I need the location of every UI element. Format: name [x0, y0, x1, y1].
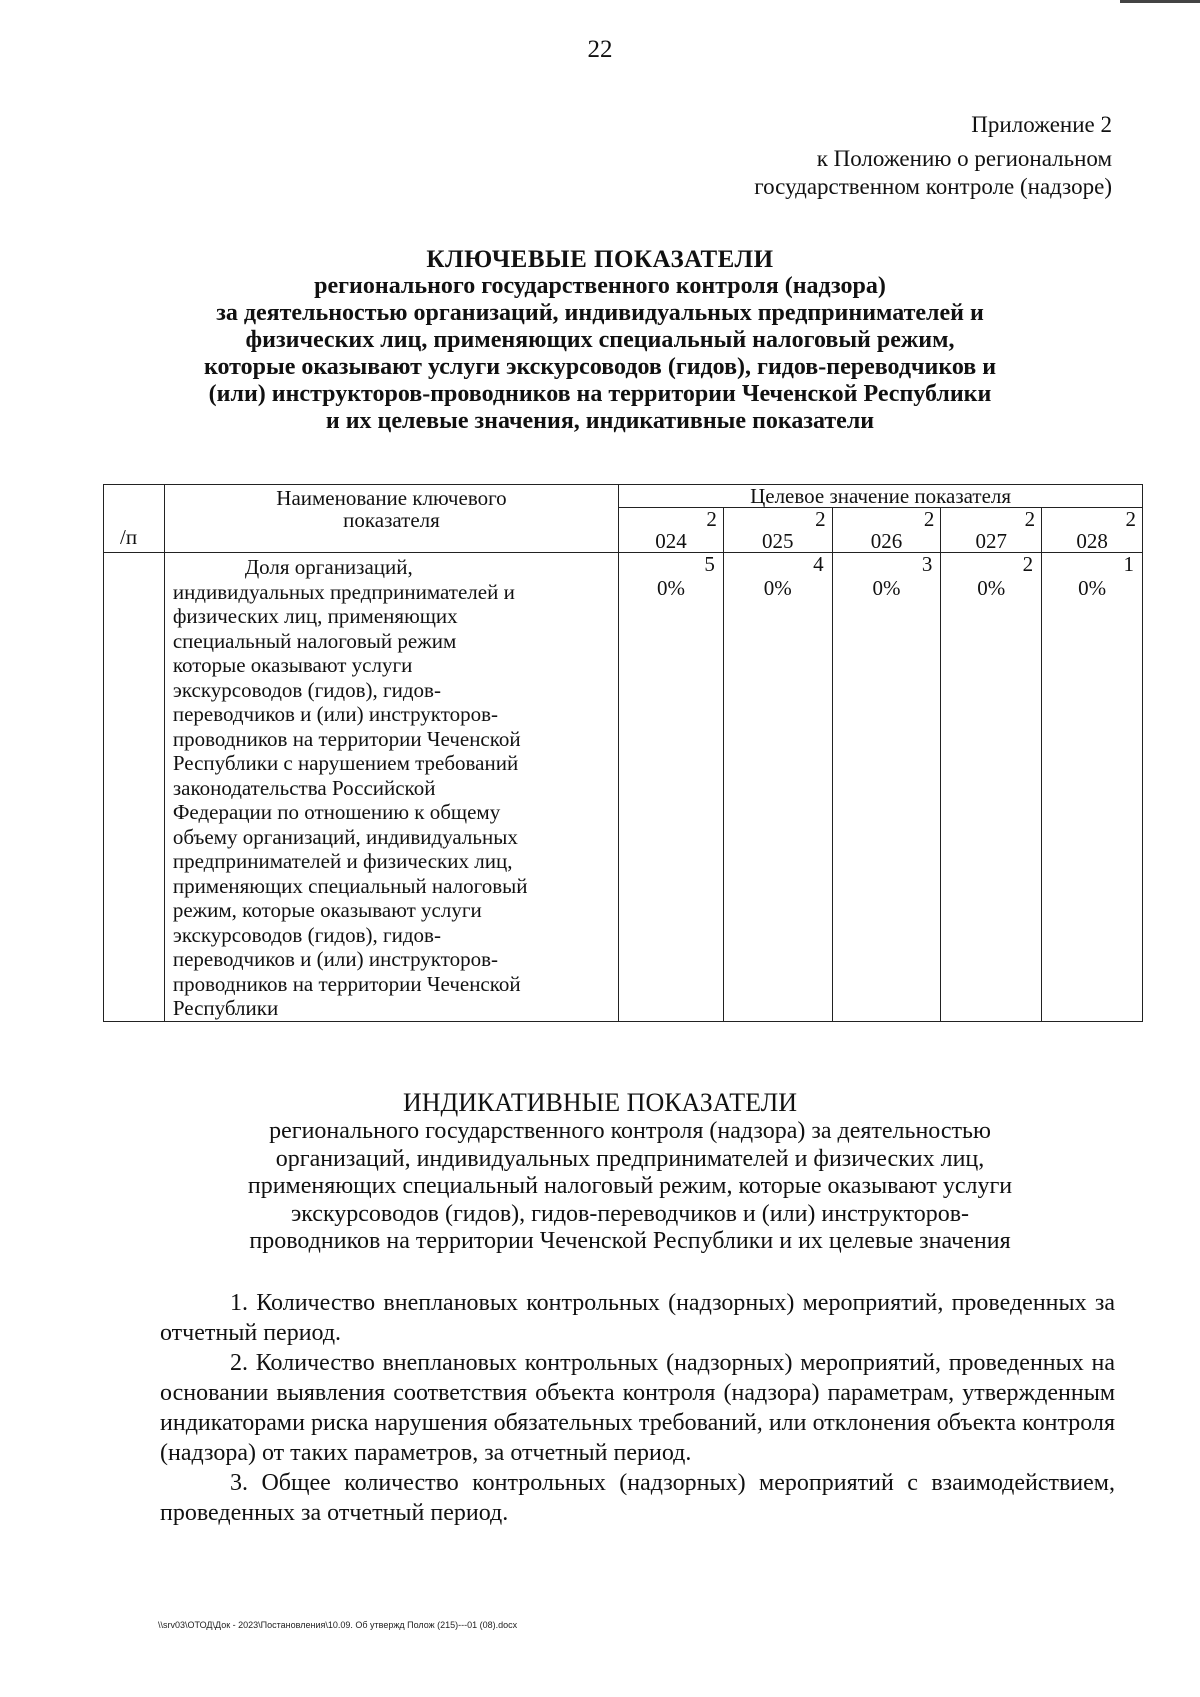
year-digit: 2 — [1024, 507, 1036, 531]
appendix-line-1: к Положению о региональном — [816, 146, 1112, 171]
indicative-subtitle-line: организаций, индивидуальных предпринимателей и физических лиц, — [275, 1145, 985, 1172]
table-header-row — [104, 485, 1143, 508]
indicator-name-line: законодательства Российской — [172, 775, 436, 800]
row-number-cell — [104, 553, 165, 1022]
indicator-name-line: специальный налоговый режим — [172, 628, 457, 653]
target-header-cell — [619, 485, 1143, 508]
value-cell — [619, 553, 724, 1022]
year-rest: 024 — [655, 529, 687, 553]
value-rest: 0% — [657, 576, 686, 600]
list-item: 1. Количество внеплановых контрольных (надзорных) мероприятий, проведенных за отчетный период. — [160, 1290, 1115, 1346]
number-header: /п — [120, 525, 138, 549]
indicator-name-line: Федерации по отношению к общему — [172, 800, 501, 824]
indicator-name-first: Доля организаций, — [244, 555, 413, 579]
value-digit: 5 — [704, 552, 715, 576]
indicator-name-line: применяющих специальный налоговый — [172, 873, 528, 898]
name-header-line-2: показателя — [343, 508, 440, 532]
value-digit: 3 — [921, 552, 933, 576]
indicator-name-line: экскурсоводов (гидов), гидов- — [172, 922, 441, 947]
appendix-line-2: государственном контроле (надзоре) — [754, 174, 1112, 199]
value-rest: 0% — [1078, 576, 1107, 600]
key-title-main: КЛЮЧЕВЫЕ ПОКАЗАТЕЛИ — [426, 246, 774, 273]
year-digit: 2 — [1125, 507, 1136, 531]
key-title-line: за деятельностью организаций, индивидуальных предпринимателей и — [216, 300, 984, 326]
value-cell — [1042, 553, 1143, 1022]
year-cell — [619, 508, 724, 553]
indicator-name-line: переводчиков и (или) инструкторов- — [172, 947, 499, 971]
key-title-line: которые оказывают услуги экскурсоводов (гидов), гидов-переводчиков и — [203, 354, 997, 380]
year-digit: 2 — [815, 507, 826, 531]
value-rest: 0% — [763, 576, 792, 600]
year-rest: 028 — [1076, 529, 1108, 553]
name-header-line-1: Наименование ключевого — [276, 486, 507, 510]
key-title-line: (или) инструкторов-проводников на территории Чеченской Республики — [208, 381, 992, 407]
key-indicators-table — [103, 484, 1143, 1022]
indicator-name-line: проводников на территории Чеченской — [172, 726, 521, 751]
year-rest: 025 — [762, 529, 794, 553]
year-rest: 026 — [870, 529, 903, 553]
year-cell — [941, 508, 1042, 553]
value-rest: 0% — [872, 576, 901, 600]
year-cell — [1042, 508, 1143, 553]
indicative-subtitle-line: проводников на территории Чеченской Республики и их целевые значения — [249, 1228, 1011, 1254]
indicator-name-line: проводников на территории Чеченской — [172, 971, 521, 996]
key-title-line: физических лиц, применяющих специальный налоговый режим, — [245, 327, 955, 353]
indicative-subtitle — [150, 1118, 1110, 1256]
value-digit: 1 — [1123, 552, 1134, 576]
appendix-title: Приложение 2 — [971, 112, 1112, 137]
target-header: Целевое значение показателя — [750, 484, 1012, 508]
value-cell — [941, 553, 1042, 1022]
key-title-line: и их целевые значения, индикативные показатели — [325, 408, 875, 434]
list-item: 3. Общее количество контрольных (надзорных) мероприятий с взаимодействием, проведенных за отчетный период. — [160, 1470, 1115, 1526]
indicator-name-line: Республики — [172, 996, 279, 1020]
indicator-name-cell — [164, 553, 618, 1022]
page-number: 22 — [587, 36, 613, 63]
year-cell — [832, 508, 941, 553]
indicator-name-line: физических лиц, применяющих — [172, 604, 458, 628]
list-item: 2. Количество внеплановых контрольных (надзорных) мероприятий, проведенных на основании выявления соответствия объекта контроля (надзора) параметрам, утвержденным индикаторами риска нарушения обязательных требований, или отклонения объекта контроля (надзора) от таких параметров, за отчетный период. — [160, 1350, 1115, 1466]
value-cell — [832, 553, 941, 1022]
indicator-name-line: индивидуальных предпринимателей и — [172, 579, 515, 604]
year-cell — [723, 508, 832, 553]
indicator-name-line: которые оказывают услуги — [172, 653, 413, 677]
value-rest: 0% — [977, 576, 1006, 600]
year-digit: 2 — [923, 507, 935, 531]
value-digit: 2 — [1022, 552, 1034, 576]
value-digit: 4 — [813, 552, 824, 576]
key-indicators-title — [0, 246, 1200, 435]
indicator-name-line: предпринимателей и физических лиц, — [172, 849, 513, 873]
indicative-subtitle-line: применяющих специальный налоговый режим, которые оказывают услуги — [247, 1173, 1013, 1199]
scan-edge-mark — [1120, 0, 1200, 3]
year-digit: 2 — [706, 507, 717, 531]
table-row — [104, 553, 1143, 1022]
key-title-line: регионального государственного контроля (надзора) — [314, 273, 886, 299]
indicator-name-line: переводчиков и (или) инструкторов- — [172, 702, 499, 726]
year-rest: 027 — [975, 529, 1008, 553]
indicative-subtitle-line: регионального государственного контроля (надзора) за деятельностью — [269, 1118, 991, 1144]
indicator-name-line: объему организаций, индивидуальных — [172, 824, 518, 849]
indicative-title: ИНДИКАТИВНЫЕ ПОКАЗАТЕЛИ — [402, 1088, 798, 1117]
name-header-cell — [164, 485, 618, 553]
indicative-list — [160, 1288, 1115, 1528]
appendix-header — [512, 112, 1112, 212]
value-cell — [723, 553, 832, 1022]
indicator-name-line: экскурсоводов (гидов), гидов- — [172, 677, 441, 702]
footer-file-path: \\srv03\ОТОД\Док - 2023\Постановления\10.09. Об утвержд Полож (215)---01 (08).docx — [158, 1620, 518, 1630]
indicative-subtitle-line: экскурсоводов (гидов), гидов-переводчиков и (или) инструкторов- — [290, 1200, 970, 1227]
indicator-name-line: Республики с нарушением требований — [172, 751, 519, 775]
indicator-name-line: режим, которые оказывают услуги — [172, 898, 482, 922]
number-header-cell — [104, 485, 165, 553]
